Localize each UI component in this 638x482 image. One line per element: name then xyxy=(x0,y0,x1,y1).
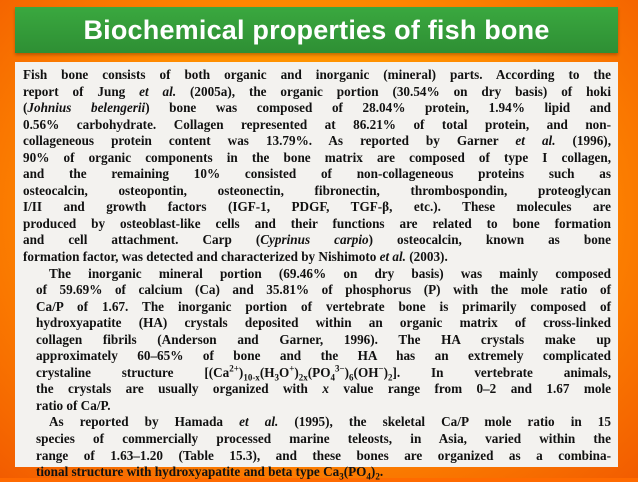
text-line: approximately 60–65% of bone and the HA has an extremely complicated xyxy=(36,348,611,364)
text-line: hydroxyapatite (HA) crystals deposited within an organic matrix of cross-linked xyxy=(36,315,611,331)
text-line: and cell attachment. Carp (Cyprinus carpio) osteocalcin, known as bone xyxy=(23,232,611,248)
text-line: The inorganic mineral portion (69.46% on dry basis) was mainly composed xyxy=(49,265,611,281)
text-line: range of 1.63–1.20 (Table 15.3), and these bones are organized as a combina- xyxy=(36,447,611,463)
text-line: report of Jung et al. (2005a), the organic portion (30.54% on dry basis) of hoki xyxy=(23,83,612,99)
text-line: 0.56% carbohydrate. Collagen represented at 86.21% of total protein, and non- xyxy=(23,116,611,132)
text-line: I/II and growth factors (IGF-1, PDGF, TGF-β, etc.). These molecules are xyxy=(23,199,611,215)
text-line: osteocalcin, osteopontin, osteonectin, fibronectin, thrombospondin, proteoglycan xyxy=(23,182,611,198)
text-line: and the remaining 10% consisted of non-collageneous proteins such as xyxy=(23,166,611,182)
text-line: the crystals are usually organized with x value range from 0–2 and 1.67 mole xyxy=(36,381,611,397)
text-line: Ca/P of 1.67. The inorganic portion of vertebrate bone is primarily composed of xyxy=(36,298,611,314)
text-line: 90% of organic components in the bone matrix are composed of type I collagen, xyxy=(23,149,611,165)
text-line: ratio of Ca/P. xyxy=(36,397,111,413)
paragraph-1 xyxy=(23,67,611,266)
text-line: As reported by Hamada et al. (1995), the skeletal Ca/P mole ratio in 15 xyxy=(49,414,611,430)
document-scan xyxy=(15,62,618,482)
text-line: tional structure with hydroxyapatite and beta type $Ca_3(PO_4)_2$. xyxy=(36,464,384,482)
text-line: formation factor, was detected and characterized by Nishimoto et al. (2003). xyxy=(23,249,448,265)
text-line: produced by osteoblast-like cells and their functions are related to bone formation xyxy=(23,215,611,231)
paragraph-3 xyxy=(23,414,611,480)
title-bar xyxy=(15,7,618,53)
text-line: collageneous protein content was 13.79%. As reported by Garner et al. (1996), xyxy=(23,133,611,149)
slide-title: Biochemical properties of fish bone xyxy=(83,15,550,45)
paragraph-2 xyxy=(23,266,611,415)
text-line: Fish bone consists of both organic and inorganic (mineral) parts. According to the xyxy=(23,67,611,82)
text-line: crystaline structure $[(Ca^{2+})_{10-x}(H_3O^+)_{2x}(PO_4^{3-})_6(OH^-)_2]$. In vertebrate animals, xyxy=(36,363,611,383)
text-line: species of commercially processed marine teleosts, in Asia, varied within the xyxy=(36,431,611,447)
text-line: collagen fibrils (Anderson and Garner, 1996). The HA crystals make up xyxy=(36,331,611,347)
text-line: (Johnius belengerii) bone was composed of 28.04% protein, 1.94% lipid and xyxy=(23,100,611,116)
document-text xyxy=(23,67,611,481)
text-line: of 59.69% of calcium (Ca) and 35.81% of phosphorus (P) with the mole ratio of xyxy=(36,282,611,298)
